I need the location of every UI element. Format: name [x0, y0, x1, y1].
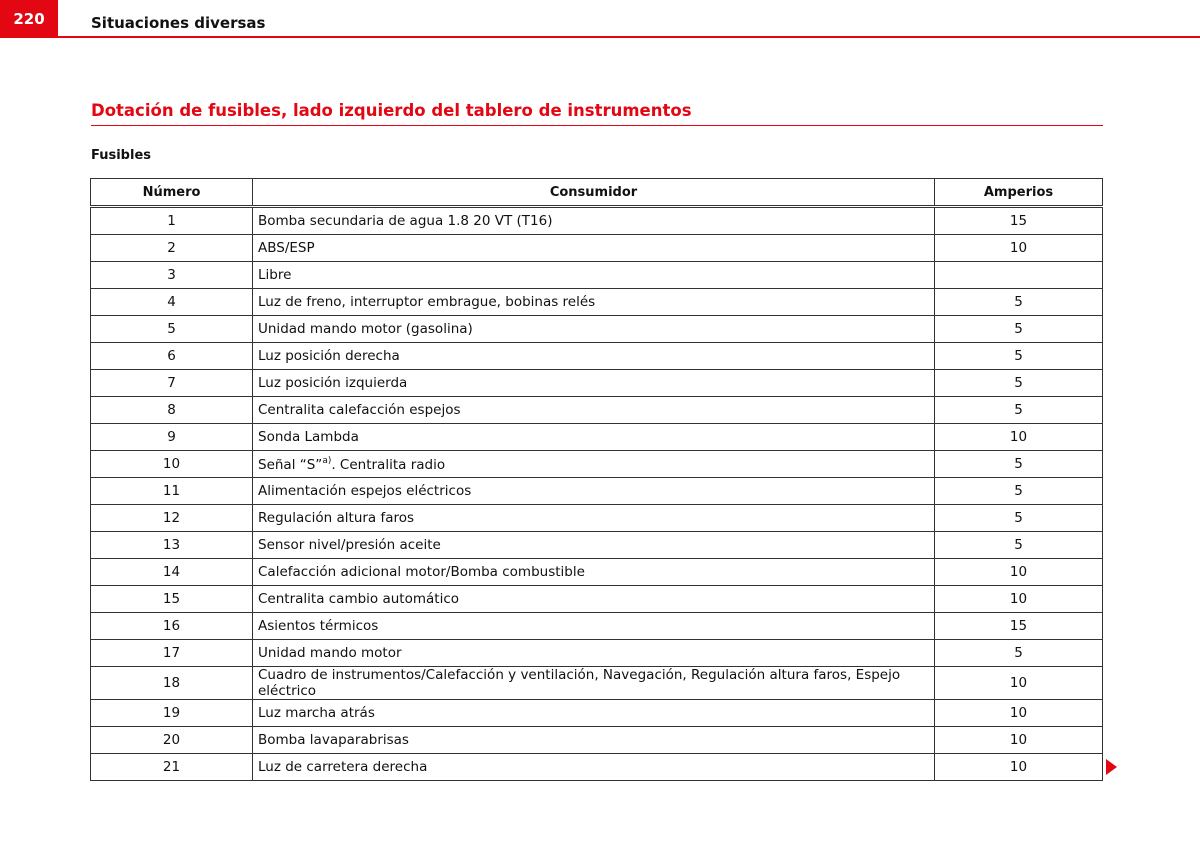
fuse-amps: 15 — [935, 613, 1103, 640]
table-row — [91, 613, 1103, 640]
table-row — [91, 370, 1103, 397]
fuse-amps: 5 — [935, 478, 1103, 505]
fuse-number: 19 — [91, 700, 253, 727]
fuse-amps: 10 — [935, 235, 1103, 262]
fuse-amps: 10 — [935, 559, 1103, 586]
table-row — [91, 727, 1103, 754]
fuse-consumer: Cuadro de instrumentos/Calefacción y ventilación, Navegación, Regulación altura faros, Espejo eléctrico — [253, 667, 935, 700]
fuse-number: 14 — [91, 559, 253, 586]
fuse-consumer: Unidad mando motor — [253, 640, 935, 667]
fuse-consumer: Luz posición izquierda — [253, 370, 935, 397]
table-row — [91, 289, 1103, 316]
table-row — [91, 478, 1103, 505]
fuse-number: 6 — [91, 343, 253, 370]
table-row — [91, 700, 1103, 727]
table-row — [91, 505, 1103, 532]
fuse-number: 11 — [91, 478, 253, 505]
fuse-amps: 10 — [935, 667, 1103, 700]
fuse-consumer: Libre — [253, 262, 935, 289]
fuse-consumer: Asientos térmicos — [253, 613, 935, 640]
fuse-amps: 10 — [935, 727, 1103, 754]
fuse-number: 20 — [91, 727, 253, 754]
fuse-consumer-text: Señal “S” — [258, 456, 323, 473]
table-row — [91, 559, 1103, 586]
fuse-number: 7 — [91, 370, 253, 397]
fuse-amps: 5 — [935, 532, 1103, 559]
table-row — [91, 207, 1103, 235]
table-row — [91, 640, 1103, 667]
table-row — [91, 397, 1103, 424]
fuse-number: 21 — [91, 754, 253, 781]
fuse-consumer — [253, 451, 935, 478]
fuse-amps: 5 — [935, 505, 1103, 532]
table-row — [91, 235, 1103, 262]
fuse-consumer-text-after: . Centralita radio — [331, 456, 446, 473]
fuse-number: 12 — [91, 505, 253, 532]
fuse-consumer: ABS/ESP — [253, 235, 935, 262]
fuse-consumer: Bomba secundaria de agua 1.8 20 VT (T16) — [253, 207, 935, 235]
header-divider — [58, 36, 1200, 38]
fuse-amps: 10 — [935, 424, 1103, 451]
section-title: Dotación de fusibles, lado izquierdo del tablero de instrumentos — [91, 101, 692, 120]
fuse-number: 5 — [91, 316, 253, 343]
fuse-number: 3 — [91, 262, 253, 289]
fuse-consumer: Luz marcha atrás — [253, 700, 935, 727]
fuse-amps: 5 — [935, 316, 1103, 343]
fuse-amps: 15 — [935, 207, 1103, 235]
table-caption: Fusibles — [91, 148, 151, 163]
fuse-table — [90, 178, 1103, 781]
table-header-row — [91, 179, 1103, 207]
fuse-amps: 5 — [935, 370, 1103, 397]
table-row — [91, 451, 1103, 478]
column-header-consumer: Consumidor — [253, 179, 935, 207]
fuse-amps — [935, 262, 1103, 289]
section-divider — [91, 125, 1103, 126]
table-row — [91, 667, 1103, 700]
fuse-consumer: Regulación altura faros — [253, 505, 935, 532]
fuse-amps: 5 — [935, 289, 1103, 316]
table-row — [91, 424, 1103, 451]
header-title: Situaciones diversas — [91, 14, 266, 32]
fuse-amps: 5 — [935, 640, 1103, 667]
fuse-number: 15 — [91, 586, 253, 613]
triangle-right-icon — [1106, 759, 1117, 775]
fuse-number: 17 — [91, 640, 253, 667]
fuse-consumer: Bomba lavaparabrisas — [253, 727, 935, 754]
table-row — [91, 343, 1103, 370]
fuse-amps: 10 — [935, 586, 1103, 613]
fuse-number: 18 — [91, 667, 253, 700]
page-number: 220 — [0, 0, 58, 38]
fuse-number: 1 — [91, 207, 253, 235]
fuse-consumer: Luz de freno, interruptor embrague, bobinas relés — [253, 289, 935, 316]
fuse-amps: 5 — [935, 397, 1103, 424]
table-row — [91, 754, 1103, 781]
fuse-number: 9 — [91, 424, 253, 451]
fuse-consumer: Sonda Lambda — [253, 424, 935, 451]
fuse-number: 10 — [91, 451, 253, 478]
table-row — [91, 316, 1103, 343]
fuse-amps: 5 — [935, 451, 1103, 478]
column-header-number: Número — [91, 179, 253, 207]
fuse-number: 2 — [91, 235, 253, 262]
table-row — [91, 262, 1103, 289]
fuse-number: 4 — [91, 289, 253, 316]
fuse-consumer: Unidad mando motor (gasolina) — [253, 316, 935, 343]
fuse-consumer: Centralita calefacción espejos — [253, 397, 935, 424]
fuse-amps: 10 — [935, 700, 1103, 727]
fuse-consumer: Luz posición derecha — [253, 343, 935, 370]
fuse-number: 16 — [91, 613, 253, 640]
table-row — [91, 586, 1103, 613]
fuse-number: 13 — [91, 532, 253, 559]
fuse-consumer: Centralita cambio automático — [253, 586, 935, 613]
column-header-amps: Amperios — [935, 179, 1103, 207]
fuse-consumer: Calefacción adicional motor/Bomba combustible — [253, 559, 935, 586]
table-row — [91, 532, 1103, 559]
fuse-amps: 5 — [935, 343, 1103, 370]
fuse-number: 8 — [91, 397, 253, 424]
fuse-amps: 10 — [935, 754, 1103, 781]
fuse-consumer: Luz de carretera derecha — [253, 754, 935, 781]
fuse-consumer: Sensor nivel/presión aceite — [253, 532, 935, 559]
footnote-marker: a) — [322, 455, 332, 466]
fuse-consumer: Alimentación espejos eléctricos — [253, 478, 935, 505]
